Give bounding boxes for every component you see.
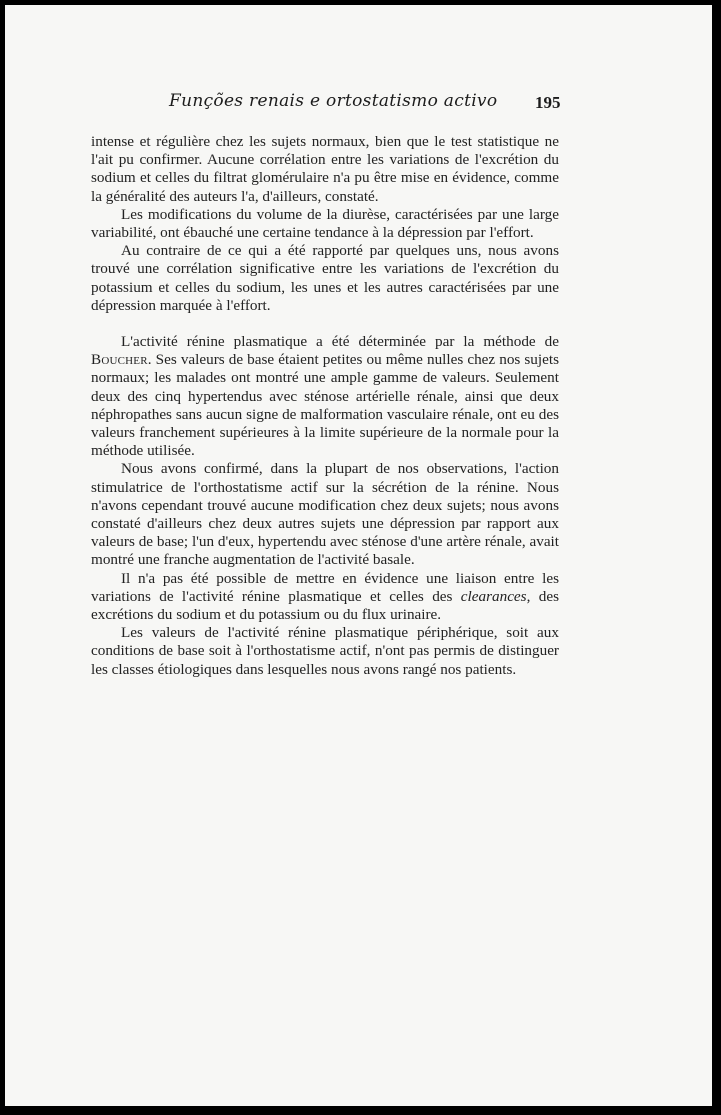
section-gap: [91, 315, 559, 333]
author-name: Boucher: [91, 351, 148, 369]
body-text: [91, 133, 559, 679]
book-page: [5, 5, 712, 1106]
paragraph-text: Il n'a pas été possible de mettre en évidence une liaison entre les variations de l'activité rénine plasmatique et celles des: [91, 569, 559, 605]
paragraph: Au contraire de ce qui a été rapporté par quelques uns, nous avons trouvé une corrélation significative entre les variations de l'excrétion du potassium et celles du sodium, les unes et les autres caractérisées par une dépression marquée à l'effort.: [91, 242, 559, 314]
paragraph: Les valeurs de l'activité rénine plasmatique périphérique, soit aux conditions de base soit à l'orthostatisme actif, n'ont pas permis de distinguer les classes étiologiques dans lesquelles nous avons rangé nos patients.: [91, 624, 559, 678]
paragraph: Les modifications du volume de la diurèse, caractérisées par une large variabilité, ont ébauché une certaine tendance à la dépression par l'effort.: [91, 205, 559, 242]
page-number: 195: [535, 93, 561, 112]
paragraph: [91, 570, 559, 625]
paragraph: intense et régulière chez les sujets normaux, bien que le test statistique ne l'ait pu confirmer. Aucune corrélation entre les variations de l'excrétion du sodium et celles du filtrat glomérulaire n'a pu être mise en évidence, comme la généralité des auteurs l'a, d'ailleurs, constaté.: [91, 133, 559, 205]
paragraph-text: , des excrétions du sodium et du potassium ou du flux urinaire.: [91, 587, 559, 624]
paragraph-text: L'activité rénine plasmatique a été déterminée par la méthode de: [121, 333, 559, 351]
running-title: Funções renais e ortostatismo activo: [169, 91, 498, 111]
paragraph: Nous avons confirmé, dans la plupart de nos observations, l'action stimulatrice de l'orthostatisme actif sur la sécrétion de la rénine. Nous n'avons cependant trouvé aucune modification chez deux sujets; nous avons constaté d'ailleurs chez deux autres sujets une dépression par rapport aux valeurs de base; l'un d'eux, hypertendu avec sténose d'une artère rénale, avait montré une franche augmentation de l'activité basale.: [91, 460, 559, 569]
paragraph-text: . Ses valeurs de base étaient petites ou même nulles chez nos sujets normaux; les malades ont montré une ample gamme de valeurs. Seulement deux des cinq hypertendus avec sténose artérielle rénale, ainsi que deux néphropathes sans aucun signe de malformation vasculaire rénale, ont eu des valeurs franchement supérieures à la limite supérieure de la normale pour la méthode utilisée.: [91, 351, 559, 460]
italic-term: clearances: [460, 587, 527, 605]
running-header: [5, 91, 712, 121]
paragraph: [91, 333, 559, 460]
